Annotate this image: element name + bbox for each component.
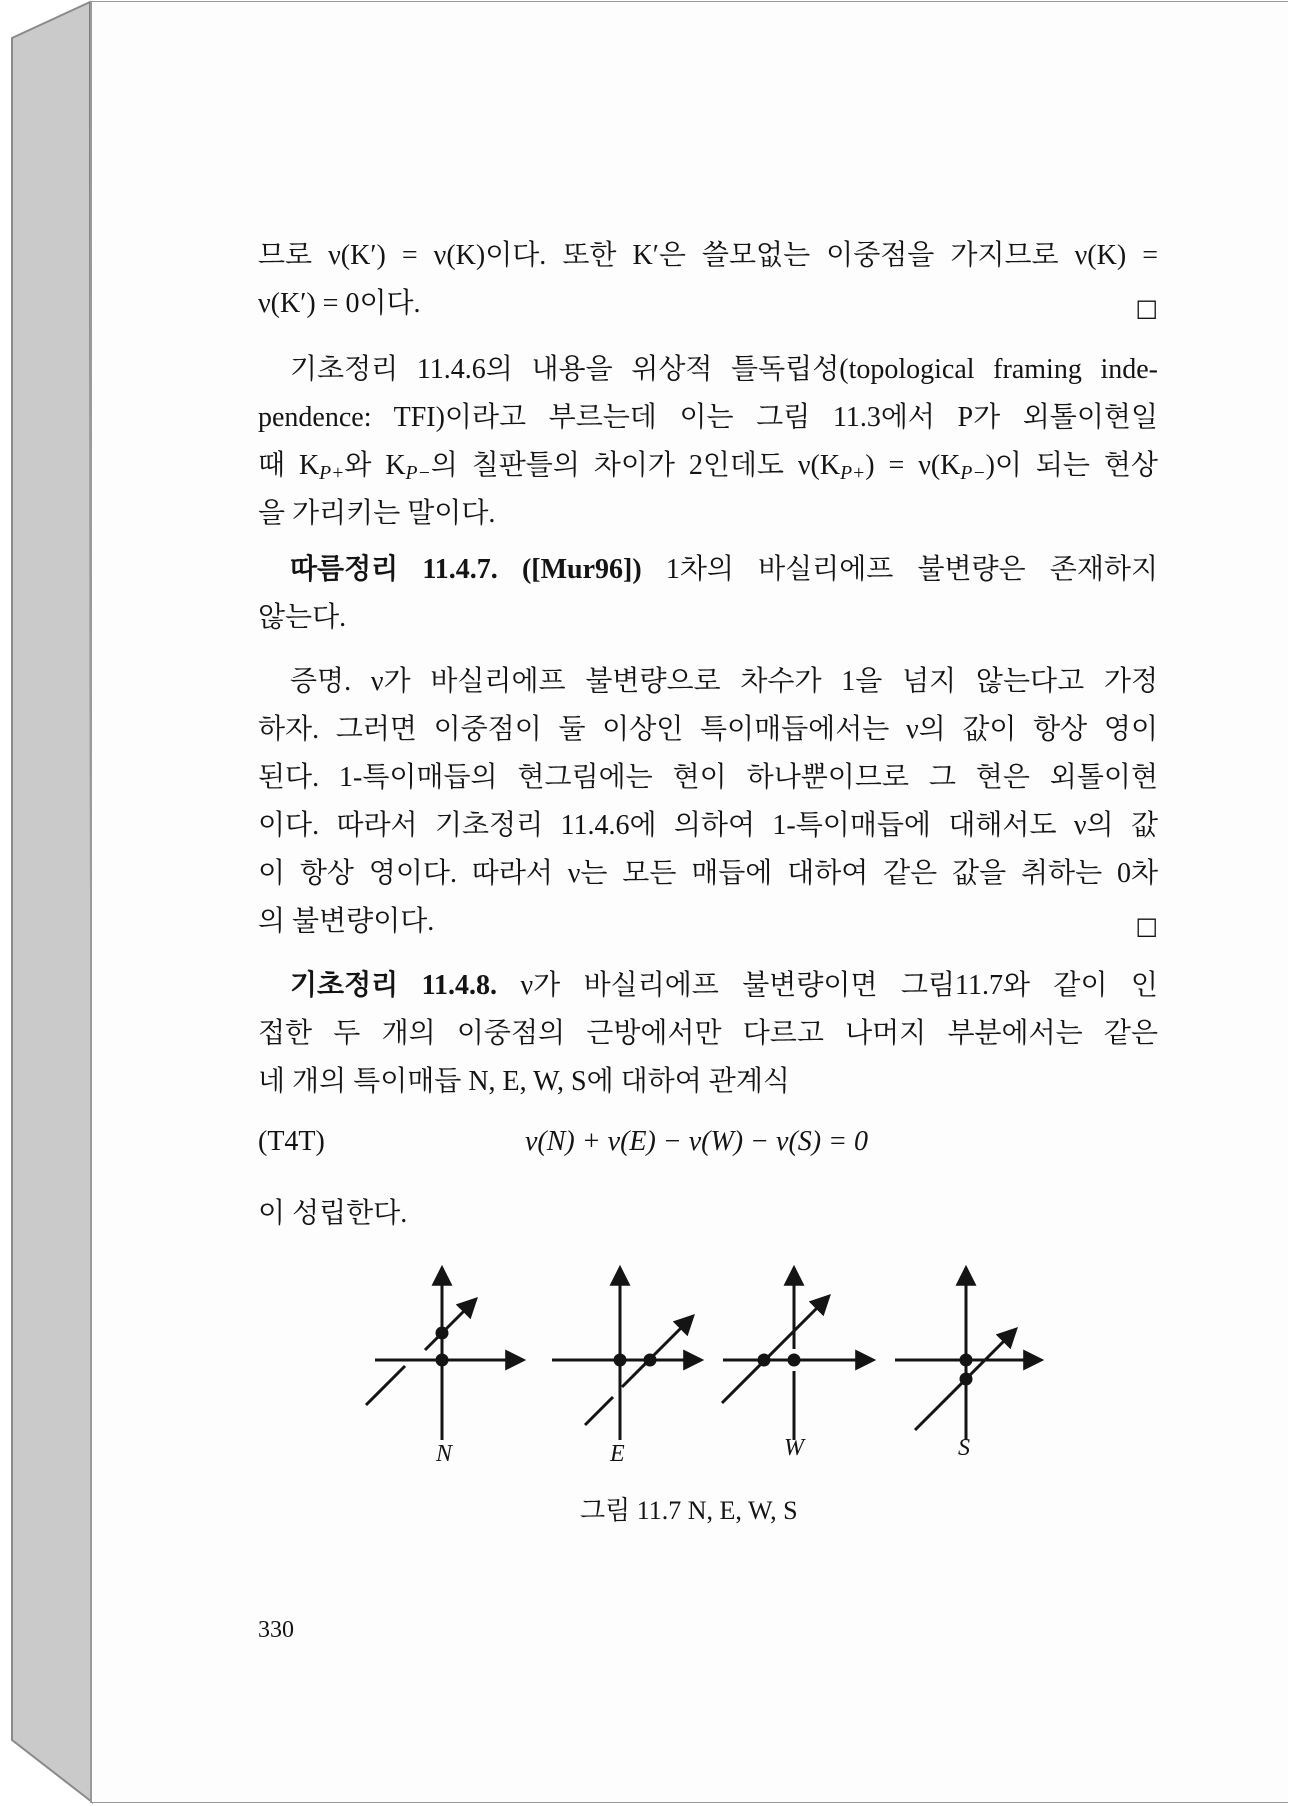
label-e: E (610, 1441, 625, 1465)
diagram-n (366, 1269, 522, 1440)
diagram-e (552, 1269, 700, 1440)
proof-line-5: 이 항상 영이다. 따라서 ν는 모든 매듭에 대하여 같은 값을 취하는 0차 (258, 858, 1158, 889)
label-w: W (784, 1435, 804, 1461)
after-equation-line: 이 성립한다. (258, 1198, 408, 1229)
lemma-line-2: 접한 두 개의 이중점의 근방에서만 다르고 나머지 부분에서는 같은 (258, 1018, 1158, 1049)
tfi-line-1: 기초정리 11.4.6의 내용을 위상적 틀독립성(topological framing inde- (290, 354, 1158, 385)
diagram-w (722, 1269, 872, 1440)
proof-line-2: 하자. 그러면 이중점이 둘 이상인 특이매듭에서는 ν의 값이 항상 영이 (258, 714, 1158, 745)
page-number: 330 (258, 1617, 294, 1643)
proof-line-6: 의 불변량이다. (258, 906, 435, 937)
lemma-label: 기초정리 11.4.8. (290, 970, 498, 1001)
equation-body: ν(N) + ν(E) − ν(W) − ν(S) = 0 (525, 1126, 868, 1157)
diagram-s (895, 1269, 1040, 1440)
carryover-line-1: 므로 ν(K′) = ν(K)이다. 또한 K′은 쓸모없는 이중점을 가지므로 ν(K) = (258, 240, 1158, 271)
qed-symbol: □ (1135, 294, 1158, 322)
lemma-line-3: 네 개의 특이매듭 N, E, W, S에 대하여 관계식 (258, 1066, 790, 1097)
corollary-label: 따름정리 11.4.7. (290, 554, 498, 585)
label-s: S (958, 1435, 970, 1461)
corollary-ref: ([Mur96]) (521, 554, 642, 585)
proof-line-4: 이다. 따라서 기초정리 11.4.6에 의하여 1-특이매듭에 대해서도 ν의 값 (258, 810, 1158, 841)
corollary-line-1: 따름정리 11.4.7. ([Mur96]) 1차의 바실리에프 불변량은 존재하지 (290, 554, 1158, 585)
book-spine (12, 2, 92, 1802)
figure-caption: 그림 11.7 N, E, W, S (580, 1496, 798, 1525)
lemma (258, 962, 1158, 1106)
proof-line-3: 된다. 1-특이매듭의 현그림에는 현이 하나뿐이므로 그 현은 외톨이현 (258, 762, 1158, 793)
figure-11-7 (360, 1265, 1060, 1465)
tfi-line-2: pendence: TFI)이라고 부르는데 이는 그림 11.3에서 P가 외톨이현일 (258, 402, 1158, 433)
after-equation (258, 1190, 1158, 1238)
equation-tag: (T4T) (258, 1126, 325, 1157)
carryover-paragraph (258, 232, 1158, 328)
corollary (258, 546, 1158, 642)
lemma-line-1: 기초정리 11.4.8. ν가 바실리에프 불변량이면 그림11.7와 같이 인 (290, 970, 1158, 1001)
corollary-line-2: 않는다. (258, 602, 347, 633)
tfi-line-3: 때 $K_{P+}$와 $K_{P-}$의 칠판틀의 차이가 2인데도 $\nu(K_{P+}) = \nu(K_{P-})$이 되는 현상 (258, 450, 1158, 484)
proof-paragraph (258, 658, 1158, 946)
proof-line-1: 증명. ν가 바실리에프 불변량으로 차수가 1을 넘지 않는다고 가정 (290, 666, 1158, 697)
carryover-line-2: ν(K′) = 0이다. (258, 288, 421, 319)
label-n: N (436, 1441, 453, 1465)
tfi-line-4: 을 가리키는 말이다. (258, 498, 496, 529)
qed-symbol: □ (1135, 912, 1158, 940)
tfi-paragraph (258, 346, 1158, 538)
